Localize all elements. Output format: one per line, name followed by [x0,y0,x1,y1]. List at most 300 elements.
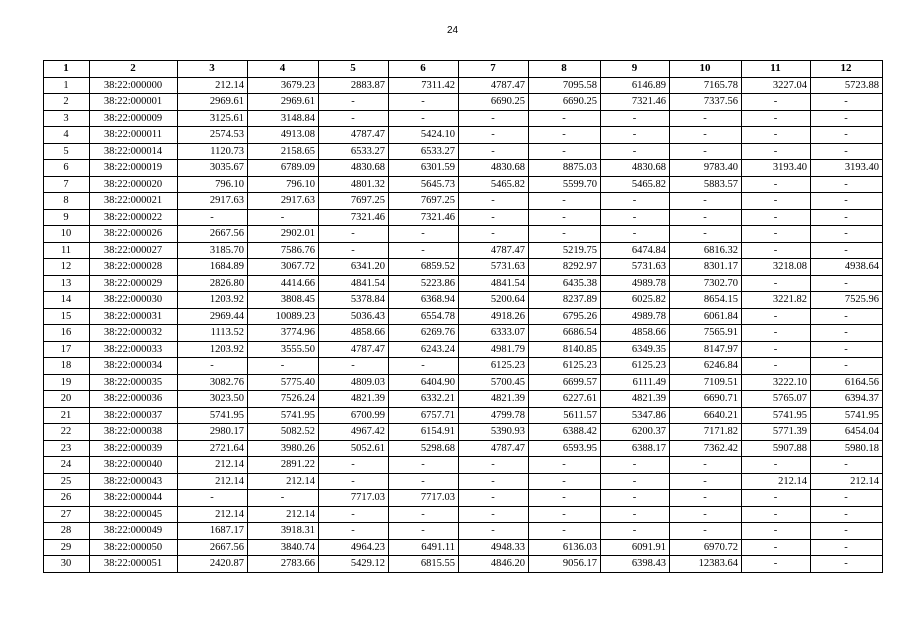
table-cell: 38:22:000043 [90,473,178,490]
table-cell: - [742,193,811,210]
table-cell: 6533.27 [389,143,459,160]
table-cell: - [389,523,459,540]
table-cell: 6164.56 [811,374,883,391]
table-cell: - [811,341,883,358]
table-cell: 38:22:000019 [90,160,178,177]
table-cell: 12383.64 [670,556,742,573]
table-cell: - [459,523,529,540]
table-row [44,275,883,292]
table-row [44,424,883,441]
table-cell: 3082.76 [178,374,248,391]
table-cell: 4830.68 [459,160,529,177]
table-cell: 38:22:000021 [90,193,178,210]
table-cell: 4801.32 [319,176,389,193]
table-cell: - [742,176,811,193]
table-cell: 212.14 [248,506,319,523]
table-cell: 6454.04 [811,424,883,441]
table-cell: 38:22:000000 [90,77,178,94]
table-cell: 5298.68 [389,440,459,457]
table-cell: - [459,457,529,474]
table-cell: 6690.25 [529,94,601,111]
table-cell: 6699.57 [529,374,601,391]
table-cell: - [389,226,459,243]
table-cell: 7565.91 [670,325,742,342]
table-cell: - [529,143,601,160]
table-cell: 24 [44,457,90,474]
table-cell: - [389,457,459,474]
table-cell: - [601,473,670,490]
table-cell: 1687.17 [178,523,248,540]
table-cell: 1113.52 [178,325,248,342]
table-cell: 38:22:000014 [90,143,178,160]
table-cell: 6246.84 [670,358,742,375]
table-cell: 38:22:000036 [90,391,178,408]
table-cell: - [742,325,811,342]
table-cell: 6025.82 [601,292,670,309]
table-cell: - [529,127,601,144]
table-cell: 3023.50 [178,391,248,408]
table-cell: 3221.82 [742,292,811,309]
table-cell: 6700.99 [319,407,389,424]
table-cell: - [459,506,529,523]
table-cell: 212.14 [178,457,248,474]
table-cell: 27 [44,506,90,523]
table-cell: - [601,127,670,144]
column-header: 9 [601,61,670,78]
table-cell: 2420.87 [178,556,248,573]
table-cell: 4846.20 [459,556,529,573]
table-cell: 22 [44,424,90,441]
table-cell: - [670,226,742,243]
table-cell: 5599.70 [529,176,601,193]
table-cell: 21 [44,407,90,424]
table-body [44,77,883,572]
table-cell: 6686.54 [529,325,601,342]
table-cell: - [670,490,742,507]
table-cell: 6136.03 [529,539,601,556]
table-cell: - [319,94,389,111]
table-cell: - [529,226,601,243]
table-cell: 6332.21 [389,391,459,408]
table-cell: 7095.58 [529,77,601,94]
table-cell: 7311.42 [389,77,459,94]
table-row [44,440,883,457]
table-cell: - [389,110,459,127]
column-header: 8 [529,61,601,78]
table-cell: - [811,539,883,556]
table-cell: 796.10 [178,176,248,193]
table-cell: 5219.75 [529,242,601,259]
table-row [44,160,883,177]
table-cell: - [811,226,883,243]
table-cell: - [319,110,389,127]
table-row [44,556,883,573]
table-cell: 5424.10 [389,127,459,144]
table-cell: 38:22:000032 [90,325,178,342]
table-cell: 9783.40 [670,160,742,177]
table-cell: 2826.80 [178,275,248,292]
table-cell: 4787.47 [319,127,389,144]
table-row [44,226,883,243]
table-cell: 4989.78 [601,275,670,292]
column-header: 11 [742,61,811,78]
table-cell: - [742,539,811,556]
table-cell: 8875.03 [529,160,601,177]
table-cell: 4918.26 [459,308,529,325]
table-cell: - [670,506,742,523]
table-cell: 5082.52 [248,424,319,441]
table-cell: 3679.23 [248,77,319,94]
table-cell: 5645.73 [389,176,459,193]
table-cell: 5765.07 [742,391,811,408]
column-header: 2 [90,61,178,78]
table-cell: 6269.76 [389,325,459,342]
table-cell: 12 [44,259,90,276]
table-cell: - [742,242,811,259]
table-cell: 2783.66 [248,556,319,573]
table-cell: - [670,473,742,490]
table-cell: 3 [44,110,90,127]
table-cell: - [459,226,529,243]
table-cell: - [529,209,601,226]
table-cell: 7321.46 [389,209,459,226]
table-cell: - [742,556,811,573]
table-cell: 7717.03 [389,490,459,507]
table-cell: - [389,358,459,375]
table-cell: 6368.94 [389,292,459,309]
table-cell: - [529,473,601,490]
table-cell: 2969.61 [178,94,248,111]
table-cell: - [529,506,601,523]
table-cell: 212.14 [742,473,811,490]
table-cell: 5390.93 [459,424,529,441]
table-cell: 7362.42 [670,440,742,457]
table-cell: 38:22:000030 [90,292,178,309]
table-cell: - [742,110,811,127]
table-cell: - [670,143,742,160]
table-cell: - [670,523,742,540]
table-cell: 38:22:000011 [90,127,178,144]
table-cell: 2667.56 [178,226,248,243]
table-cell: 4830.68 [601,160,670,177]
table-cell: - [601,110,670,127]
table-row [44,506,883,523]
table-row [44,242,883,259]
table-cell: 14 [44,292,90,309]
table-row [44,209,883,226]
table-cell: 1 [44,77,90,94]
table-cell: - [601,143,670,160]
table-cell: - [601,193,670,210]
table-cell: 38:22:000022 [90,209,178,226]
table-cell: - [459,110,529,127]
table-cell: 38:22:000040 [90,457,178,474]
table-cell: 5052.61 [319,440,389,457]
table-cell: 5775.40 [248,374,319,391]
table-cell: - [459,490,529,507]
table-cell: - [811,242,883,259]
table-cell: 38:22:000051 [90,556,178,573]
table-cell: 38:22:000001 [90,94,178,111]
table-cell: 25 [44,473,90,490]
table-cell: 5731.63 [601,259,670,276]
table-cell: 8147.97 [670,341,742,358]
table-cell: 5378.84 [319,292,389,309]
table-cell: - [319,457,389,474]
table-cell: 212.14 [811,473,883,490]
column-header: 7 [459,61,529,78]
table-cell: 38:22:000045 [90,506,178,523]
table-cell: 5883.57 [670,176,742,193]
table-cell: 5465.82 [601,176,670,193]
table-cell: - [811,275,883,292]
table-cell: 6435.38 [529,275,601,292]
table-cell: 38:22:000028 [90,259,178,276]
table-cell: 7165.78 [670,77,742,94]
table-cell: - [811,325,883,342]
table-cell: - [529,523,601,540]
table-cell: 3193.40 [811,160,883,177]
table-cell: - [670,193,742,210]
table-cell: 38:22:000020 [90,176,178,193]
table-cell: 6061.84 [670,308,742,325]
table-cell: 5223.86 [389,275,459,292]
table-cell: 4841.54 [459,275,529,292]
table-cell: 2917.63 [248,193,319,210]
table-cell: 6146.89 [601,77,670,94]
table-cell: 1684.89 [178,259,248,276]
table-cell: - [742,226,811,243]
table-cell: 13 [44,275,90,292]
table-cell: - [742,308,811,325]
table-cell: 6859.52 [389,259,459,276]
table-cell: 3148.84 [248,110,319,127]
column-header: 6 [389,61,459,78]
table-cell: 1120.73 [178,143,248,160]
table-cell: - [319,506,389,523]
table-cell: 2969.61 [248,94,319,111]
table-cell: 38:22:000031 [90,308,178,325]
table-cell: 38:22:000034 [90,358,178,375]
table-cell: 8140.85 [529,341,601,358]
table-cell: - [811,523,883,540]
table-cell: 2 [44,94,90,111]
table-row [44,127,883,144]
table-cell: 212.14 [178,506,248,523]
table-cell: - [670,457,742,474]
table-cell: 4821.39 [601,391,670,408]
table-cell: 6243.24 [389,341,459,358]
table-cell: 11 [44,242,90,259]
table-row [44,358,883,375]
table-cell: - [811,110,883,127]
table-cell: 5723.88 [811,77,883,94]
table-cell: 4787.47 [459,440,529,457]
table-cell: 7321.46 [319,209,389,226]
table-cell: 7586.76 [248,242,319,259]
table-cell: 20 [44,391,90,408]
table-cell: 1203.92 [178,341,248,358]
table-cell: 6154.91 [389,424,459,441]
table-cell: 3774.96 [248,325,319,342]
table-cell: - [811,127,883,144]
data-table [43,60,883,573]
table-cell: 6795.26 [529,308,601,325]
table-cell: 6815.55 [389,556,459,573]
table-cell: 6404.90 [389,374,459,391]
column-header: 4 [248,61,319,78]
table-cell: - [529,193,601,210]
table-cell: 3555.50 [248,341,319,358]
table-cell: - [742,523,811,540]
table-cell: 5700.45 [459,374,529,391]
table-cell: 15 [44,308,90,325]
table-cell: 6690.71 [670,391,742,408]
table-cell: 4981.79 [459,341,529,358]
table-cell: 7337.56 [670,94,742,111]
table-cell: 4787.47 [459,77,529,94]
table-row [44,457,883,474]
table-cell: 5907.88 [742,440,811,457]
table-cell: - [811,506,883,523]
table-cell: - [742,457,811,474]
table-cell: 6333.07 [459,325,529,342]
table-row [44,77,883,94]
table-cell: 3185.70 [178,242,248,259]
table-cell: - [319,523,389,540]
table-cell: 17 [44,341,90,358]
table-cell: 6533.27 [319,143,389,160]
table-cell: 7 [44,176,90,193]
table-cell: 38:22:000039 [90,440,178,457]
table-cell: 18 [44,358,90,375]
table-cell: - [601,506,670,523]
table-cell: 9056.17 [529,556,601,573]
table-cell: - [389,473,459,490]
table-cell: - [389,242,459,259]
table-cell: - [529,457,601,474]
table-cell: - [811,457,883,474]
table-row [44,407,883,424]
table-cell: 6125.23 [529,358,601,375]
table-cell: 5731.63 [459,259,529,276]
table-cell: - [178,358,248,375]
table-cell: - [319,226,389,243]
table-cell: 212.14 [178,473,248,490]
table-cell: 7525.96 [811,292,883,309]
table-cell: 796.10 [248,176,319,193]
table-cell: - [529,110,601,127]
table-cell: 38:22:000035 [90,374,178,391]
table-row [44,308,883,325]
table-cell: 6816.32 [670,242,742,259]
table-cell: 7526.24 [248,391,319,408]
table-cell: - [248,358,319,375]
table-cell: 3222.10 [742,374,811,391]
table-row [44,94,883,111]
table-cell: 4787.47 [459,242,529,259]
table-cell: 8654.15 [670,292,742,309]
table-cell: 26 [44,490,90,507]
table-cell: 6491.11 [389,539,459,556]
table-cell: 4967.42 [319,424,389,441]
table-cell: 2667.56 [178,539,248,556]
table-cell: - [670,209,742,226]
table-cell: 4858.66 [601,325,670,342]
table-cell: 6091.91 [601,539,670,556]
page-number: 24 [446,25,459,36]
table-cell: 2574.53 [178,127,248,144]
table-cell: - [811,490,883,507]
table-cell: - [178,490,248,507]
table-cell: 4989.78 [601,308,670,325]
table-cell: 6690.25 [459,94,529,111]
table-cell: - [459,143,529,160]
table-cell: 4821.39 [459,391,529,408]
table-cell: - [389,94,459,111]
table-cell: 38:22:000027 [90,242,178,259]
table-cell: - [601,226,670,243]
table-cell: - [529,490,601,507]
table-cell: 5347.86 [601,407,670,424]
table-cell: 6125.23 [459,358,529,375]
table-cell: 10089.23 [248,308,319,325]
table-cell: 4809.03 [319,374,389,391]
table-row [44,176,883,193]
table-cell: 38:22:000044 [90,490,178,507]
table-cell: 7109.51 [670,374,742,391]
table-row [44,523,883,540]
table-cell: - [742,143,811,160]
column-header: 5 [319,61,389,78]
table-cell: - [811,176,883,193]
table-cell: 4938.64 [811,259,883,276]
table-cell: 3227.04 [742,77,811,94]
table-cell: 6388.42 [529,424,601,441]
table-cell: 2158.65 [248,143,319,160]
table-cell: 28 [44,523,90,540]
table-cell: 7697.25 [389,193,459,210]
table-cell: 6111.49 [601,374,670,391]
table-cell: 5741.95 [742,407,811,424]
table-cell: 6388.17 [601,440,670,457]
table-cell: 6398.43 [601,556,670,573]
table-cell: - [811,308,883,325]
table-cell: 4858.66 [319,325,389,342]
table-row [44,292,883,309]
table-cell: 3067.72 [248,259,319,276]
table-cell: 2721.64 [178,440,248,457]
table-cell: 3193.40 [742,160,811,177]
table-cell: - [742,127,811,144]
table-cell: - [742,490,811,507]
table-cell: 6341.20 [319,259,389,276]
table-cell: - [601,490,670,507]
table-cell: 2883.87 [319,77,389,94]
table-cell: 8301.17 [670,259,742,276]
table-cell: 6349.35 [601,341,670,358]
table-cell: 4821.39 [319,391,389,408]
table-cell: 5741.95 [811,407,883,424]
table-cell: 8237.89 [529,292,601,309]
table-cell: 6970.72 [670,539,742,556]
table-cell: 38:22:000038 [90,424,178,441]
column-header: 12 [811,61,883,78]
table-cell: - [459,127,529,144]
table-cell: - [248,209,319,226]
table-row [44,490,883,507]
table-cell: - [389,506,459,523]
